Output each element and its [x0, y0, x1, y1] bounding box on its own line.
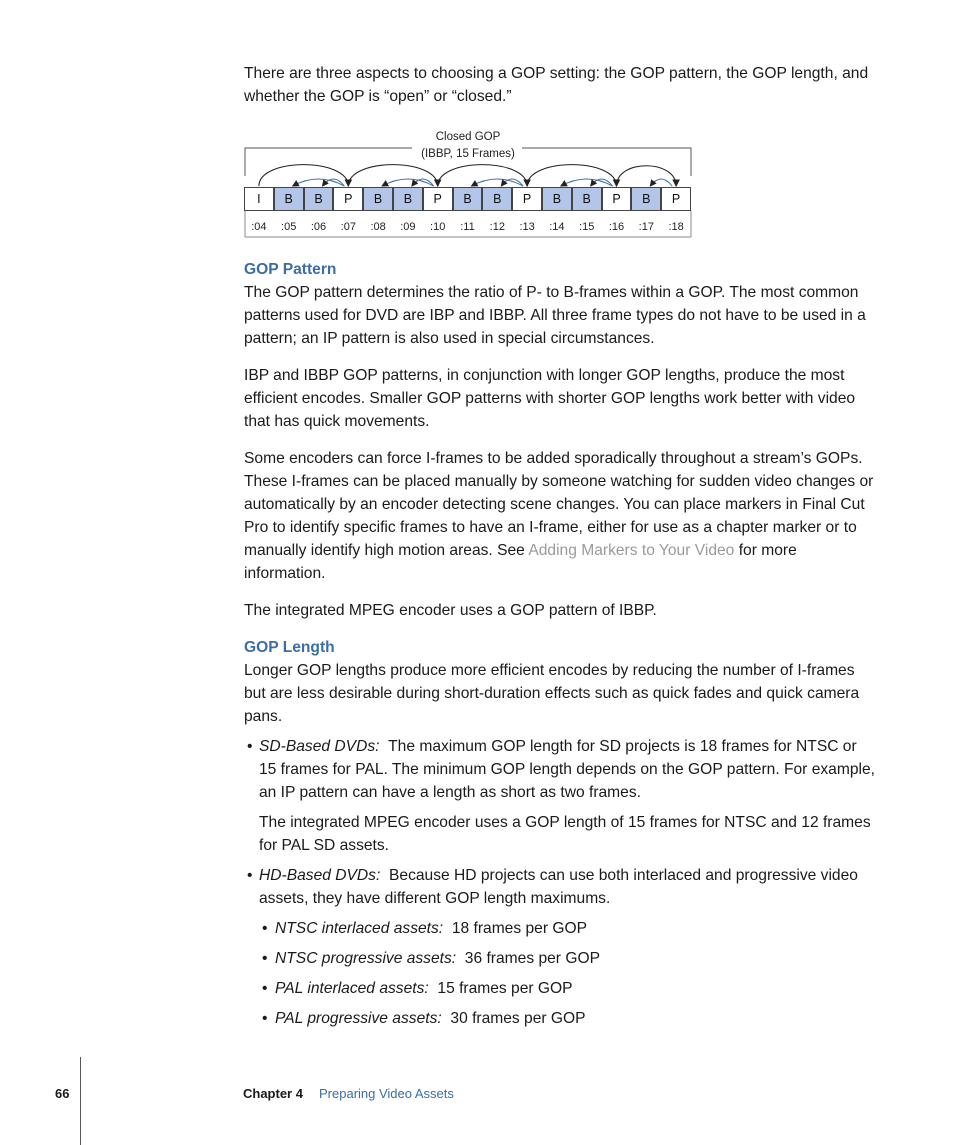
- time-label: :09: [400, 221, 416, 233]
- closed-gop-diagram: [244, 126, 694, 241]
- time-label: :13: [519, 221, 535, 233]
- frame-cell: B: [363, 187, 393, 211]
- chapter-label: Chapter 4: [243, 1086, 303, 1101]
- time-label: :14: [549, 221, 565, 233]
- hd-item-label: NTSC interlaced assets:: [275, 920, 444, 937]
- bullet-marker: •: [262, 920, 268, 937]
- gop-pattern-paragraph-3: [244, 447, 876, 585]
- time-label: :16: [608, 221, 625, 233]
- adding-markers-link[interactable]: Adding Markers to Your Video: [528, 542, 735, 559]
- gop-pattern-heading: GOP Pattern: [244, 261, 337, 278]
- time-label: :05: [281, 221, 297, 233]
- hd-item-value: 30 frames per GOP: [450, 1010, 586, 1027]
- intro-paragraph: There are three aspects to choosing a GOP setting: the GOP pattern, the GOP length, and whether the GOP is “open” or “closed.”: [244, 65, 869, 105]
- hd-item-text: [275, 1007, 586, 1030]
- frame-cell: B: [572, 187, 602, 211]
- time-label: :12: [489, 221, 505, 233]
- chapter-title-link[interactable]: Preparing Video Assets: [319, 1086, 454, 1101]
- frame-cell: B: [274, 187, 304, 211]
- time-label: :08: [370, 221, 386, 233]
- frame-cell: P: [661, 187, 691, 211]
- hd-item-text: [275, 977, 573, 1000]
- bullet-marker: •: [262, 1010, 268, 1027]
- frame-cell: I: [244, 187, 274, 211]
- hd-text: Because HD projects can use both interlaced and progressive video assets, they have different GOP length maximums.: [259, 867, 858, 907]
- paragraph-text: Some encoders can force I-frames to be added sporadically throughout a stream’s GOPs. These I-frames can be placed manually by someone watching for sudden video changes or automatically by an encoder detecting scene changes. You can place markers in Final Cut Pro to identify specific frames to have an I-frame, either for use as a chapter marker or to manually identify high motion areas. See: [244, 450, 874, 559]
- hd-item-text: [275, 947, 600, 970]
- time-label: :11: [460, 221, 475, 233]
- time-label: :10: [430, 221, 446, 233]
- reference-arrow: [348, 165, 437, 186]
- frame-cell: B: [631, 187, 661, 211]
- gop-pattern-paragraph-2: IBP and IBBP GOP patterns, in conjunction with longer GOP lengths, produce the most efficient encodes. Smaller GOP patterns with shorter GOP lengths work better with video that has quick movements.: [244, 367, 856, 430]
- sd-note: The integrated MPEG encoder uses a GOP length of 15 frames for NTSC and 12 frames for PAL SD assets.: [259, 814, 871, 854]
- diagram-caption-subtitle: (IBBP, 15 Frames): [421, 148, 515, 160]
- sd-label: SD-Based DVDs:: [259, 738, 380, 755]
- hd-item-label: PAL progressive assets:: [275, 1010, 442, 1027]
- hd-item-label: PAL interlaced assets:: [275, 980, 429, 997]
- gop-length-heading: GOP Length: [244, 639, 335, 656]
- hd-item-value: 15 frames per GOP: [437, 980, 573, 997]
- hd-item-value: 36 frames per GOP: [464, 950, 600, 967]
- time-label: :15: [579, 221, 595, 233]
- bullet-marker: •: [247, 867, 253, 884]
- frame-cell: B: [542, 187, 572, 211]
- time-label: :18: [668, 221, 684, 233]
- bullet-marker: •: [247, 738, 253, 755]
- bullet-marker: •: [262, 950, 268, 967]
- frame-cell: P: [333, 187, 363, 211]
- reference-arrow: [527, 165, 616, 186]
- hd-item-value: 18 frames per GOP: [451, 920, 588, 937]
- time-label: :06: [310, 221, 327, 233]
- frame-cell: P: [602, 187, 632, 211]
- b-frame-arrow: [650, 179, 672, 186]
- reference-arrow: [617, 166, 677, 186]
- paragraph-text: for more information.: [244, 542, 797, 582]
- hd-label: HD-Based DVDs:: [259, 867, 381, 884]
- hd-bullet-text: [259, 864, 877, 910]
- sd-bullet-text: [259, 735, 877, 804]
- frame-cell: P: [423, 187, 453, 211]
- frame-cell: B: [453, 187, 483, 211]
- frame-cell: P: [512, 187, 542, 211]
- gop-pattern-paragraph-4: The integrated MPEG encoder uses a GOP pattern of IBBP.: [244, 602, 657, 619]
- time-label: :07: [340, 221, 356, 233]
- gop-length-paragraph: Longer GOP lengths produce more efficient encodes by reducing the number of I-frames but are less desirable during short-duration effects such as quick fades and quick camera pans.: [244, 662, 860, 725]
- sd-text: The maximum GOP length for SD projects is 18 frames for NTSC or 15 frames for PAL. The minimum GOP length depends on the GOP pattern. For example, an IP pattern can have a length as short as two frames.: [259, 738, 875, 801]
- hd-item-text: [275, 917, 587, 940]
- hd-item-label: NTSC progressive assets:: [275, 950, 457, 967]
- frame-cell: B: [304, 187, 334, 211]
- gop-pattern-paragraph-1: The GOP pattern determines the ratio of P- to B-frames within a GOP. The most common patterns used for DVD are IBP and IBBP. All three frame types do not have to be used in a pattern; an IP pattern is also used in special circumstances.: [244, 284, 866, 347]
- time-label: :17: [638, 221, 654, 233]
- frame-cell: B: [393, 187, 423, 211]
- time-label: :04: [251, 221, 267, 233]
- footer-divider: [80, 1057, 81, 1145]
- reference-arrow: [438, 165, 527, 186]
- bullet-marker: •: [262, 980, 268, 997]
- reference-arrow: [259, 165, 348, 186]
- frame-cell: B: [482, 187, 512, 211]
- page-number: 66: [55, 1086, 70, 1101]
- diagram-caption-title: Closed GOP: [435, 131, 501, 143]
